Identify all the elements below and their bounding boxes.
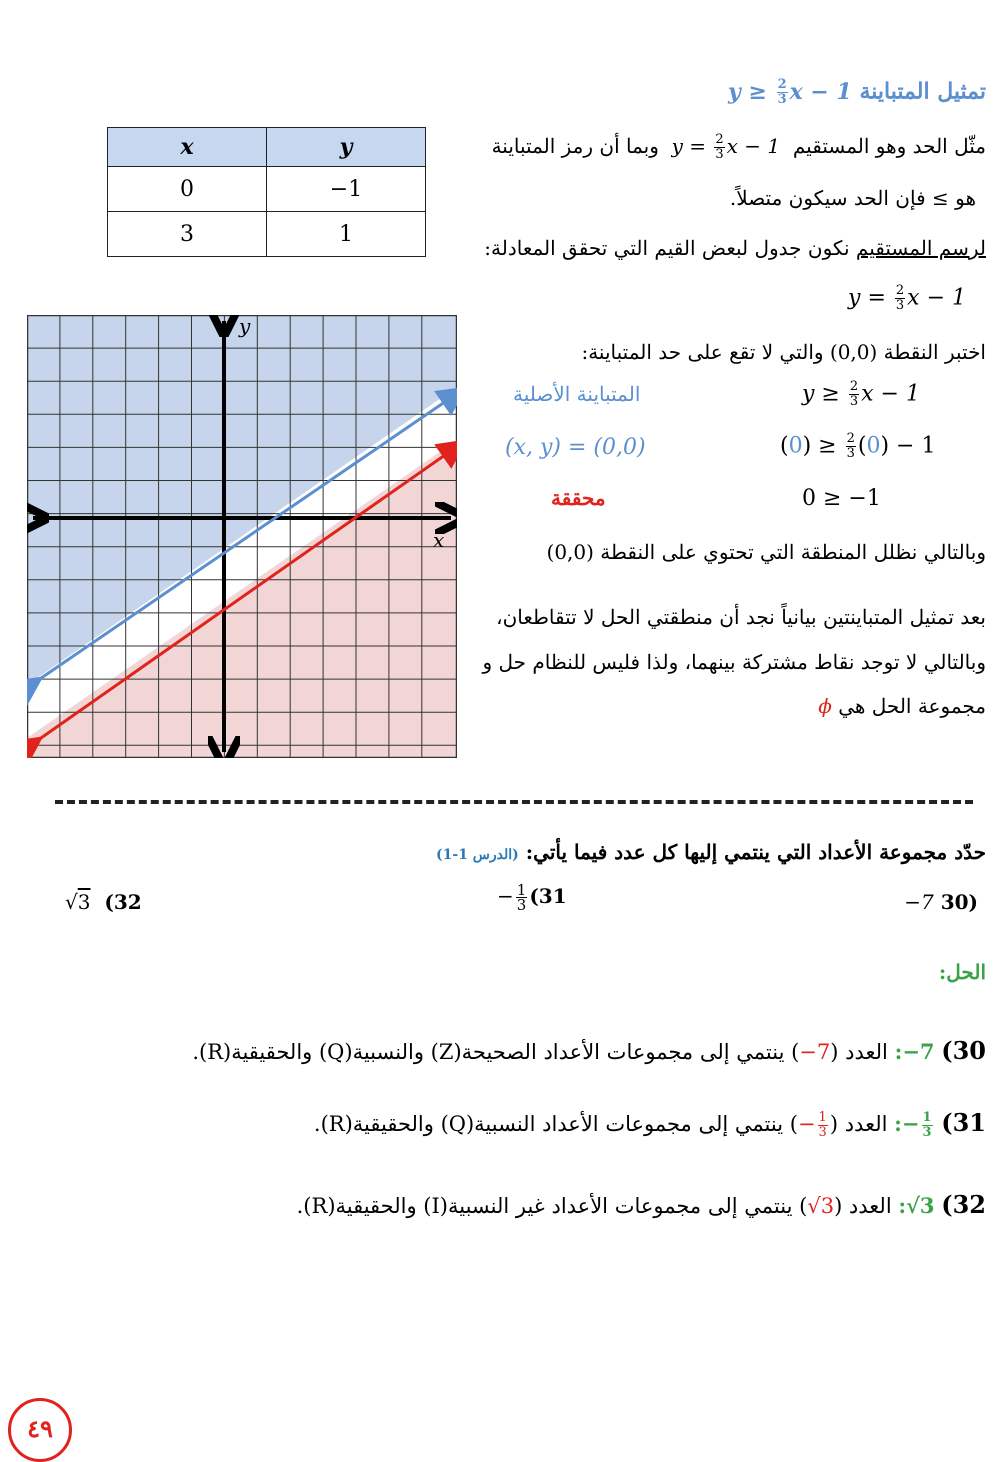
answer-32 (297, 1190, 986, 1219)
question-line (436, 840, 986, 864)
section-title (728, 78, 986, 107)
explanation-tail: وبما أن رمز المتباينة (491, 134, 659, 158)
underlined-text: لرسم المستقيم (855, 236, 986, 260)
explanation-text: مثّل الحد وهو المستقيم (792, 134, 986, 158)
answer-32-value: √3 (906, 1193, 935, 1218)
answer-31-sep: : (894, 1111, 902, 1136)
conclusion-line-3 (818, 694, 986, 718)
item-32-number: (32 (104, 890, 142, 914)
original-inequality-label: المتباينة الأصلية (513, 382, 641, 406)
result-inequality: 0 ≥ −1 (802, 486, 881, 511)
item-30 (904, 890, 978, 914)
page-number: ٤٩ (8, 1398, 72, 1462)
section-title-text: تمثيل المتباينة (859, 78, 986, 105)
conclusion-text: مجموعة الحل هي (838, 694, 986, 718)
question-text: حدّد مجموعة الأعداد التي ينتمي إليها كل عدد فيما يأتي: (525, 840, 986, 864)
answer-text: ) ينتمي إلى مجموعات الأعداد الصحيحة(Z) والنسبية(Q) والحقيقية(R). (192, 1040, 800, 1064)
title-inequality: y ≥ $\frac{2}{3}$ x − 1 (728, 77, 852, 107)
explanation-line-3 (484, 236, 986, 260)
test-point-line: اختبر النقطة (0,0) والتي لا تقع على حد المتباينة: (581, 340, 986, 364)
phi-symbol: ϕ (818, 694, 832, 718)
item-31-number: (31 (529, 884, 567, 908)
explanation-line-1 (492, 133, 986, 162)
answer-30 (192, 1036, 986, 1065)
answer-31-number: 31) (941, 1108, 986, 1137)
item-31 (497, 883, 567, 912)
answer-30-sep: : (894, 1039, 903, 1064)
answer-text: العدد ( (830, 1040, 888, 1064)
answer-32-inline-value: √3 (807, 1194, 835, 1218)
item-32 (65, 890, 142, 914)
section-divider (55, 800, 973, 804)
answer-30-number: 30) (941, 1036, 986, 1065)
answer-30-inline-value: −7 (799, 1040, 831, 1064)
answer-30-value: −7 (902, 1039, 935, 1064)
substituted-inequality: (0) ≥ $\frac{2}{3}$ (0) − 1 (780, 431, 936, 461)
answer-31-value: − $\frac{1}{3}$ (901, 1110, 932, 1140)
explanation-rest: نكون جدول لبعض القيم التي تحقق المعادلة: (484, 236, 850, 260)
solution-label: الحل: (938, 960, 986, 984)
conclusion-line-2: وبالتالي لا توجد نقاط مشتركة بينهما، ولذا فليس للنظام حل و (482, 650, 986, 674)
answer-31 (314, 1108, 986, 1140)
table-row (108, 212, 426, 257)
explanation-line-2: هو ≥ فإن الحد سيكون متصلاً. (729, 186, 976, 210)
table-cell: −1 (267, 167, 426, 212)
table-header-y: y (267, 128, 426, 167)
result-label: محققة (551, 486, 606, 510)
table-row (108, 167, 426, 212)
answer-text: العدد ( (829, 1112, 888, 1136)
item-30-number: (30 (940, 890, 978, 914)
original-inequality: y ≥ $\frac{2}{3}$ x − 1 (802, 379, 920, 409)
boundary-equation: y = $\frac{2}{3}$ x − 1 (665, 132, 787, 162)
equation-display: y = $\frac{2}{3}$ x − 1 (848, 283, 966, 313)
values-table (107, 127, 426, 257)
answer-text: العدد ( (834, 1194, 892, 1218)
table-cell: 3 (108, 212, 267, 257)
conclusion-line-1: بعد تمثيل المتباينتين بيانياً نجد أن منطقتي الحل لا تتقاطعان، (496, 605, 986, 629)
y-axis-label: y (239, 315, 251, 338)
x-axis-label: x (433, 528, 445, 552)
answer-text: ) ينتمي إلى مجموعات الأعداد النسبية(Q) والحقيقية(R). (313, 1112, 798, 1136)
inequality-graph (27, 315, 457, 758)
answer-32-number: 32) (941, 1190, 986, 1219)
table-cell: 1 (267, 212, 426, 257)
substitution-label: (x, y) = (0,0) (505, 435, 646, 460)
item-31-value: − $\frac{1}{3}$ (497, 881, 527, 914)
answer-32-sep: : (898, 1193, 907, 1218)
answer-text: ) ينتمي إلى مجموعات الأعداد غير النسبية(I) والحقيقية(R). (296, 1194, 808, 1218)
table-cell: 0 (108, 167, 267, 212)
item-30-value: −7 (904, 890, 934, 914)
answer-31-inline-value: − $\frac{1}{3}$ (797, 1110, 827, 1140)
shade-line: وبالتالي نظلل المنطقة التي تحتوي على النقطة (0,0) (546, 540, 986, 564)
lesson-reference: (الدرس 1-1) (436, 847, 519, 863)
item-32-value: √3 (65, 890, 91, 914)
table-header-x: x (108, 128, 267, 167)
